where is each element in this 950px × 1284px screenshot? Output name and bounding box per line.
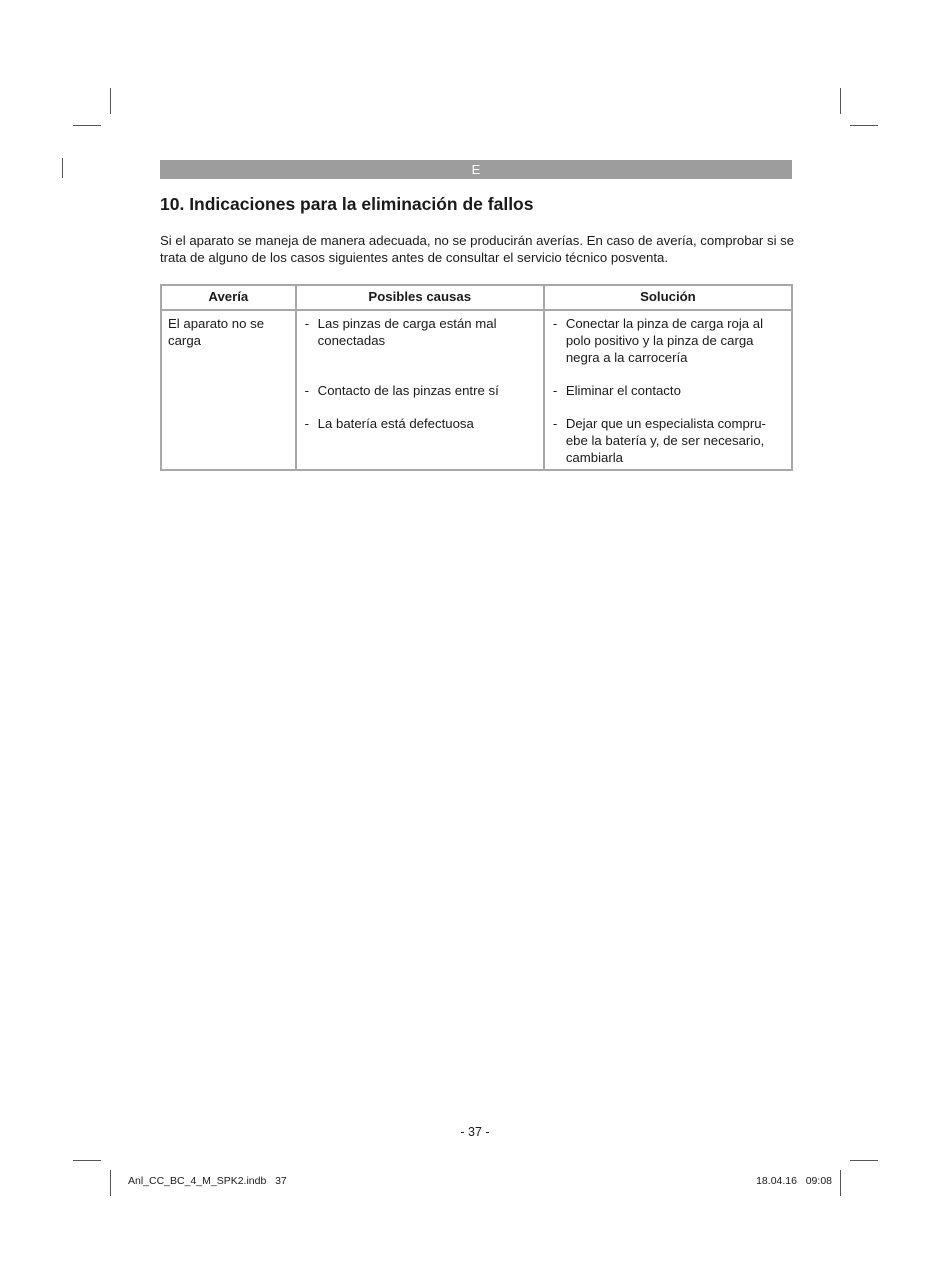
table-row — [161, 310, 792, 470]
causes-list — [303, 315, 537, 432]
header-solution: Solución — [544, 285, 792, 310]
crop-mark — [110, 1170, 111, 1196]
list-item: - Las pinzas de carga están mal conectadas — [303, 315, 537, 349]
table-header-row — [161, 285, 792, 310]
list-item: - Dejar que un especialista compru-ebe la batería y, de ser necesario, cambiarla — [551, 415, 785, 466]
crop-mark — [850, 1160, 878, 1161]
list-item: - Eliminar el contacto — [551, 382, 785, 399]
file-info: Anl_CC_BC_4_M_SPK2.indb 37 — [128, 1175, 287, 1187]
solutions-cell — [544, 310, 792, 470]
fault-text: El aparato no se carga — [168, 316, 265, 348]
crop-mark — [62, 158, 63, 178]
intro-paragraph: Si el aparato se maneja de manera adecuada, no se producirán averías. En caso de avería, comprobar si se trata de alguno de los casos siguientes antes de consultar el servicio técnico posventa. — [160, 233, 795, 265]
crop-mark — [73, 1160, 101, 1161]
crop-mark — [73, 125, 101, 126]
crop-mark — [110, 88, 111, 114]
fault-cell — [161, 310, 296, 470]
causes-cell — [296, 310, 544, 470]
troubleshooting-table — [160, 284, 793, 471]
header-causes: Posibles causas — [296, 285, 544, 310]
header-fault: Avería — [161, 285, 296, 310]
crop-mark — [850, 125, 878, 126]
section-title: 10. Indicaciones para la eliminación de fallos — [160, 194, 534, 214]
language-bar — [160, 160, 792, 179]
list-item: - Contacto de las pinzas entre sí — [303, 382, 537, 399]
crop-mark — [840, 88, 841, 114]
page-number: - 37 - — [460, 1125, 490, 1139]
list-item: - La batería está defectuosa — [303, 415, 537, 432]
list-item: - Conectar la pinza de carga roja al polo positivo y la pinza de carga negra a la carrocería — [551, 315, 785, 366]
crop-mark — [840, 1170, 841, 1196]
print-date-time: 18.04.16 09:08 — [756, 1175, 832, 1187]
solutions-list — [551, 315, 785, 466]
language-code: E — [471, 162, 481, 177]
